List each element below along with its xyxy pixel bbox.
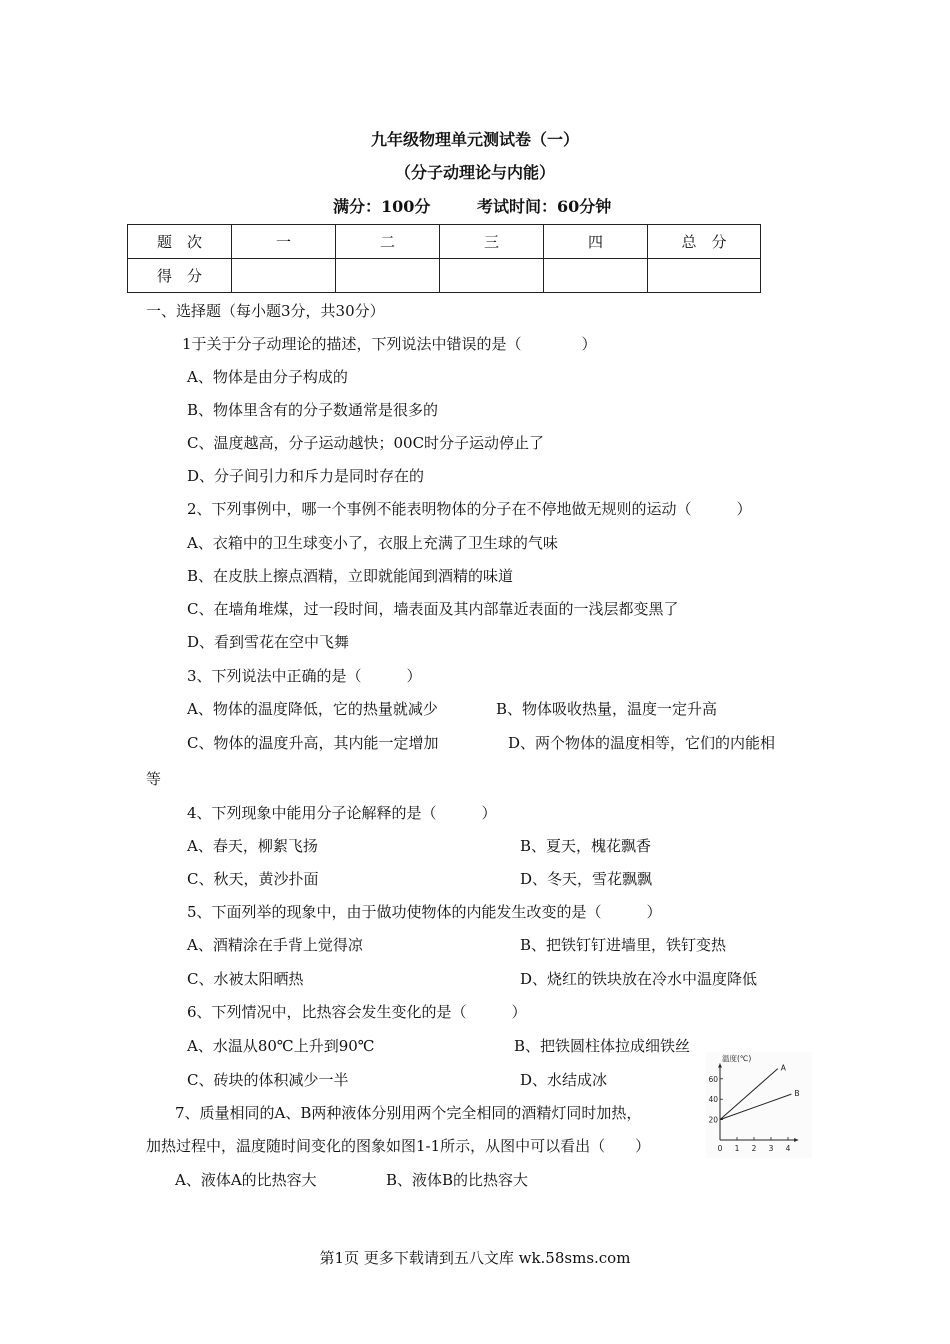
exam-time: 考试时间：60分钟 xyxy=(477,197,612,216)
question-stem: 4、下列现象中能用分子论解释的是（ ） xyxy=(187,804,497,822)
table-header-cell: 四 xyxy=(544,225,648,259)
series-label-A: A xyxy=(780,1063,786,1073)
score-table-header-row xyxy=(128,225,761,259)
temperature-time-chart xyxy=(706,1052,812,1158)
table-header-cell: 总 分 xyxy=(648,225,761,259)
option-b: B、液体B的比热容大 xyxy=(386,1171,529,1189)
option-d: D、冬天，雪花飘飘 xyxy=(520,870,653,888)
table-header-cell: 一 xyxy=(232,225,336,259)
series-label-B: B xyxy=(794,1089,800,1099)
score-cell[interactable] xyxy=(544,259,648,293)
table-header-cell: 题 次 xyxy=(128,225,232,259)
option-a: A、春天，柳絮飞扬 xyxy=(187,837,318,855)
option-c: C、砖块的体积减少一半 xyxy=(187,1071,349,1089)
option-b: B、夏天，槐花飘香 xyxy=(520,837,652,855)
option-c: C、秋天，黄沙扑面 xyxy=(187,870,319,888)
x-tick-label: 4 xyxy=(785,1144,791,1153)
option-b: B、物体吸收热量，温度一定升高 xyxy=(496,700,718,718)
question-stem: 5、下面列举的现象中，由于做功使物体的内能发生改变的是（ ） xyxy=(187,903,662,921)
x-tick-label: 3 xyxy=(768,1144,774,1153)
question-stem-continued: 加热过程中，温度随时间变化的图象如图1-1所示，从图中可以看出（ ） xyxy=(146,1137,651,1155)
question-stem: 7、质量相同的A、B两种液体分别用两个完全相同的酒精灯同时加热， xyxy=(175,1104,642,1122)
option-d: D、水结成冰 xyxy=(520,1071,608,1089)
score-table-score-row xyxy=(128,259,761,293)
option-d: D、看到雪花在空中飞舞 xyxy=(187,633,350,651)
x-tick-label: 2 xyxy=(751,1144,757,1153)
table-header-cell: 三 xyxy=(440,225,544,259)
option-b: B、把铁圆柱体拉成细铁丝 xyxy=(514,1037,691,1055)
option-d-continuation: 等 xyxy=(146,770,162,788)
option-c: C、温度越高，分子运动越快；00C时分子运动停止了 xyxy=(187,434,545,452)
page-title: 九年级物理单元测试卷（一） xyxy=(370,130,579,149)
score-cell[interactable] xyxy=(336,259,440,293)
option-b: B、物体里含有的分子数通常是很多的 xyxy=(187,401,439,419)
x-tick-label: 1 xyxy=(734,1144,740,1153)
section-heading: 一、选择题（每小题3分，共30分） xyxy=(146,302,385,320)
option-d: D、两个物体的温度相等，它们的内能相 xyxy=(508,734,776,752)
y-tick-label: 20 xyxy=(708,1115,718,1125)
option-a: A、物体是由分子构成的 xyxy=(187,368,348,386)
option-c: C、水被太阳晒热 xyxy=(187,970,304,988)
page-footer: 第1页 更多下载请到五八文库 wk.58sms.com xyxy=(319,1249,631,1267)
option-a: A、酒精涂在手背上觉得凉 xyxy=(187,936,363,954)
full-score: 满分：100分 xyxy=(333,197,431,216)
y-axis-label: 温度(℃) xyxy=(722,1054,752,1063)
option-b: B、把铁钉钉进墙里，铁钉变热 xyxy=(520,936,727,954)
y-tick-label: 60 xyxy=(708,1074,718,1084)
option-a: A、水温从80℃上升到90℃ xyxy=(187,1037,375,1055)
option-a: A、物体的温度降低，它的热量就减少 xyxy=(187,700,438,718)
y-tick-label: 40 xyxy=(708,1095,718,1105)
question-stem: 2、下列事例中，哪一个事例不能表明物体的分子在不停地做无规则的运动（ ） xyxy=(187,500,752,518)
option-b: B、在皮肤上擦点酒精，立即就能闻到酒精的味道 xyxy=(187,567,514,585)
option-a: A、衣箱中的卫生球变小了，衣服上充满了卫生球的气味 xyxy=(187,534,558,552)
score-cell[interactable] xyxy=(648,259,761,293)
score-table xyxy=(127,224,761,293)
option-c: C、在墙角堆煤，过一段时间，墙表面及其内部靠近表面的一浅层都变黑了 xyxy=(187,600,679,618)
score-cell[interactable] xyxy=(232,259,336,293)
table-row-label: 得 分 xyxy=(128,259,232,293)
chart-background xyxy=(706,1052,812,1158)
question-stem: 3、下列说法中正确的是（ ） xyxy=(187,667,422,685)
score-cell[interactable] xyxy=(440,259,544,293)
option-d: D、烧红的铁块放在冷水中温度降低 xyxy=(520,970,758,988)
option-d: D、分子间引力和斥力是同时存在的 xyxy=(187,467,425,485)
option-c: C、物体的温度升高，其内能一定增加 xyxy=(187,734,439,752)
x-tick-label: 0 xyxy=(717,1144,723,1153)
option-a: A、液体A的比热容大 xyxy=(175,1171,317,1189)
table-header-cell: 二 xyxy=(336,225,440,259)
question-stem: 1于关于分子动理论的描述，下列说法中错误的是（ ） xyxy=(182,335,597,353)
page-subtitle: （分子动理论与内能） xyxy=(394,163,555,182)
question-stem: 6、下列情况中，比热容会发生变化的是（ ） xyxy=(187,1003,527,1021)
